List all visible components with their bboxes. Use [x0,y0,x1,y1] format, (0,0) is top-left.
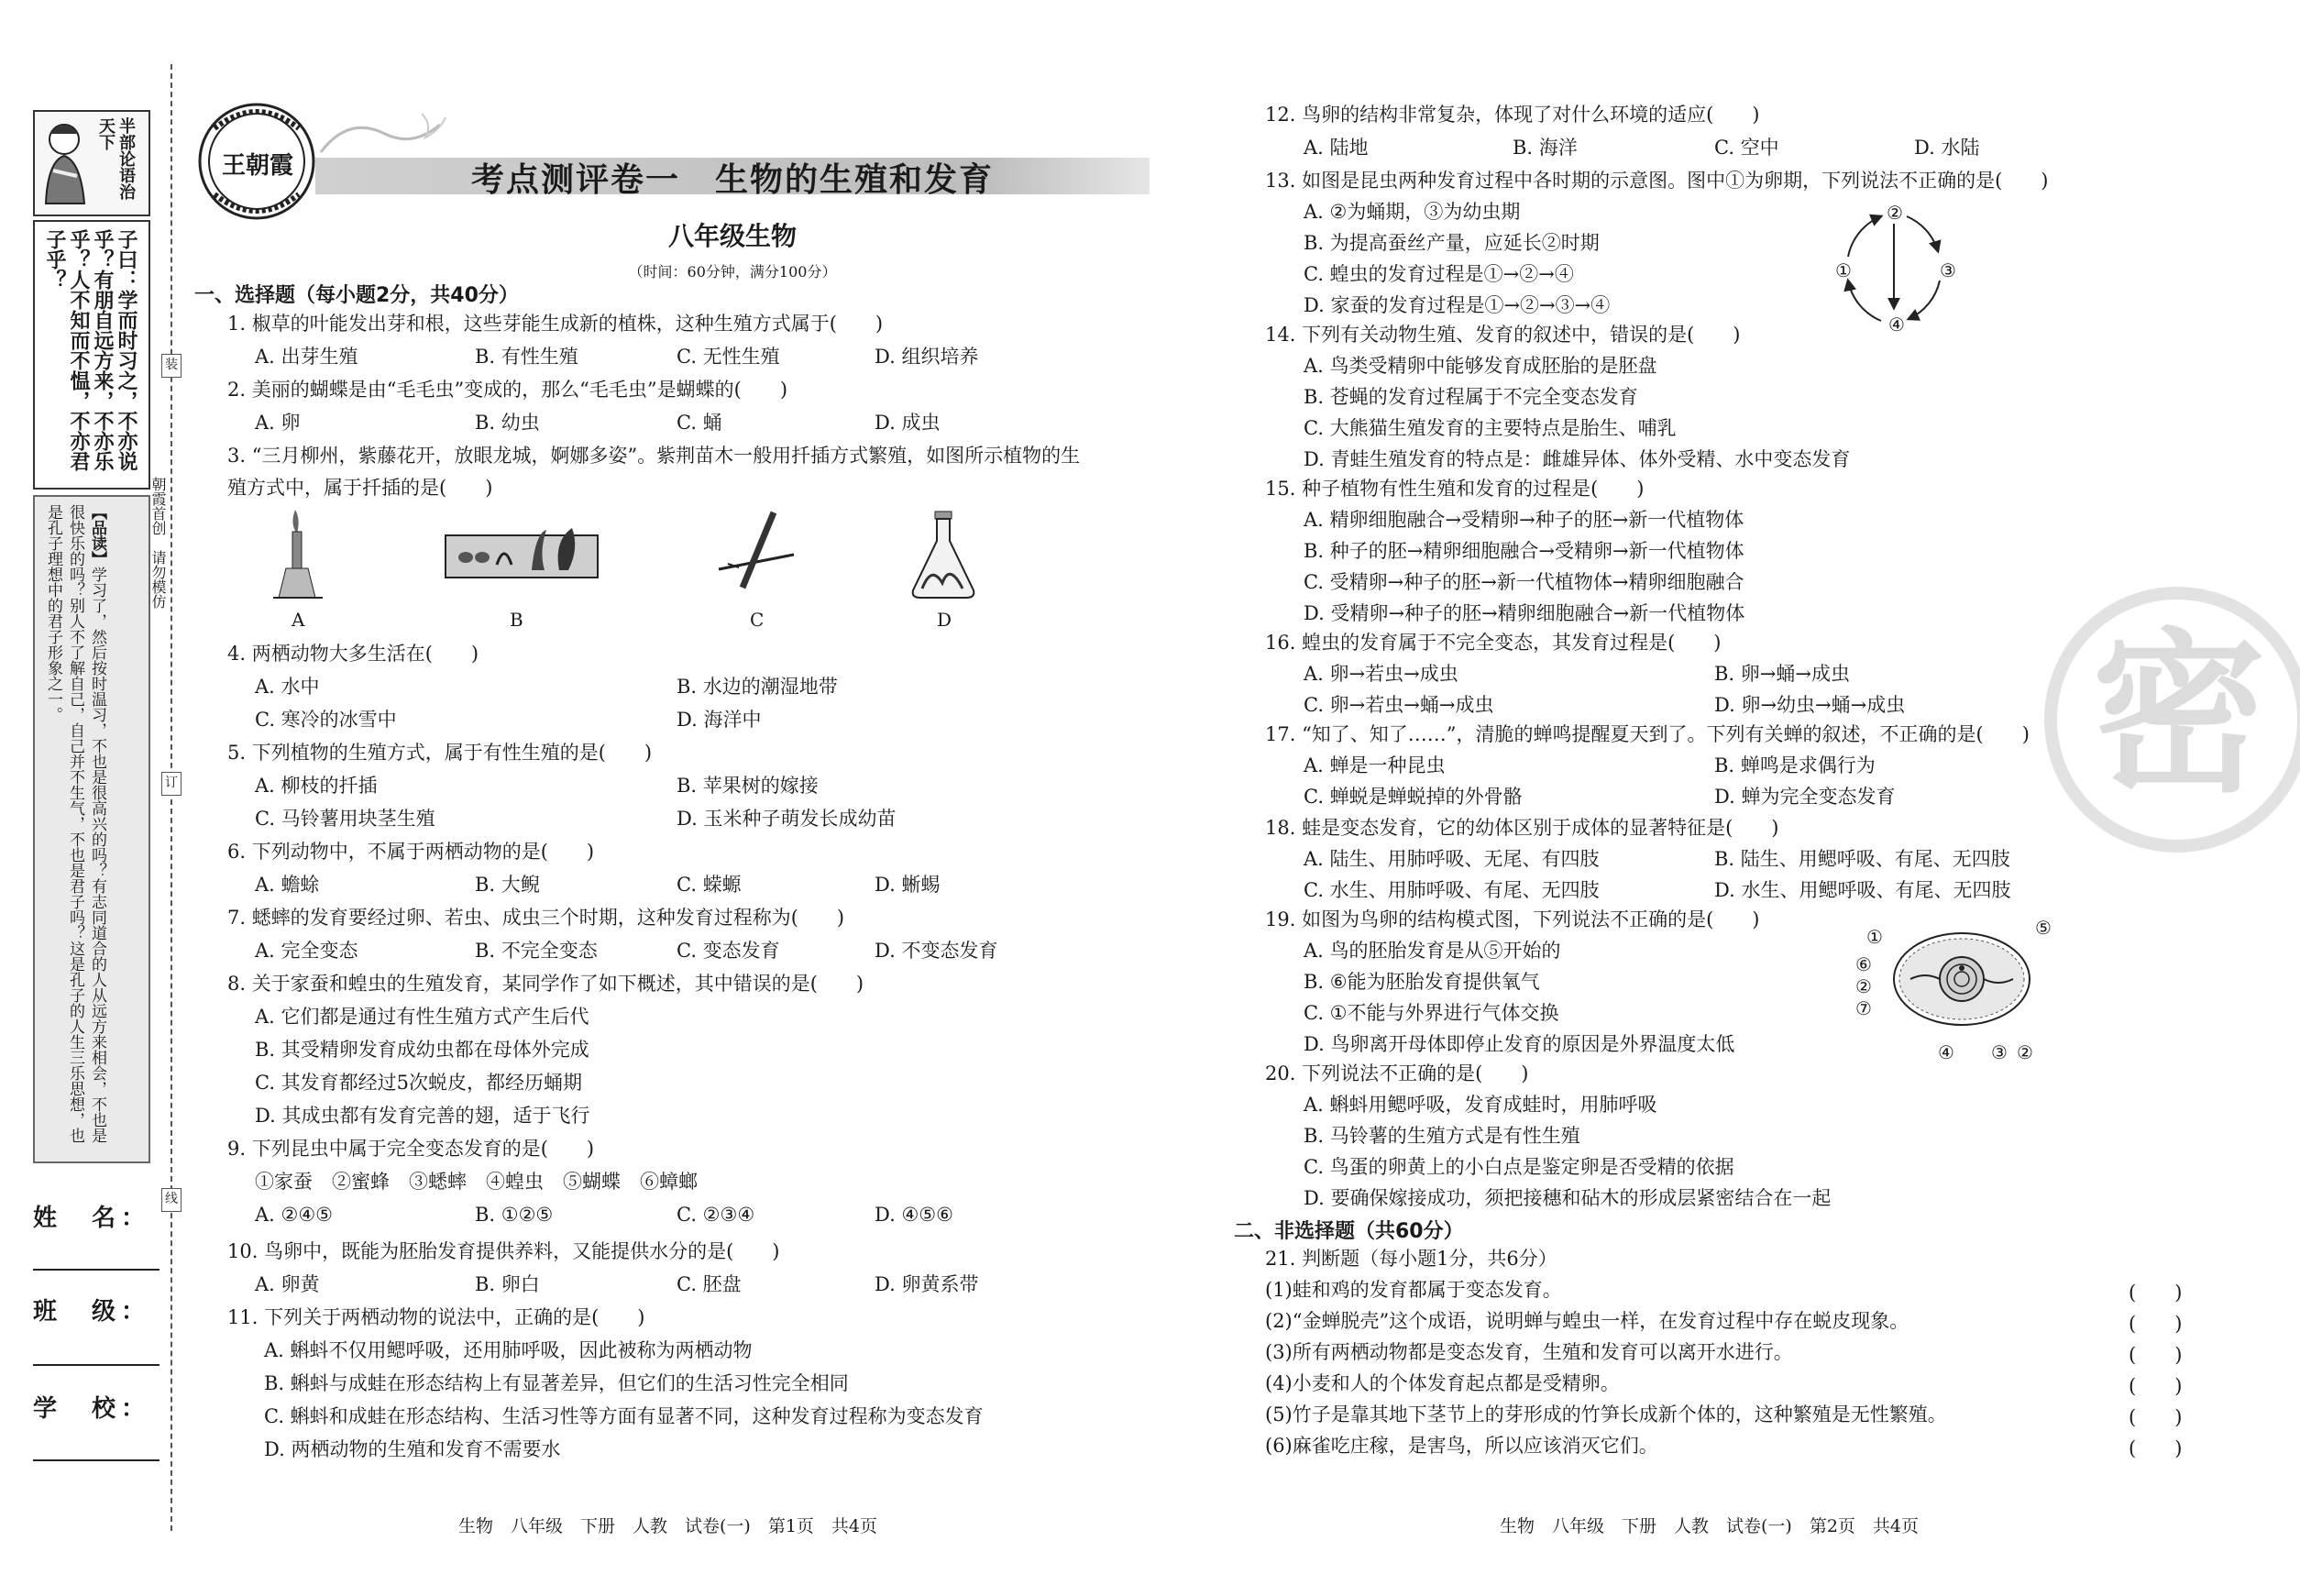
q9-option-a[interactable]: A. ②④⑤ [255,1204,333,1226]
q21-item-5: (5)竹子是靠其地下茎节上的芽形成的竹笋长成新个体的，这种繁殖是无性繁殖。 [1265,1403,1947,1425]
q13-option-b[interactable]: B. 为提高蚕丝产量，应延长②时期 [1304,232,1600,254]
q17-option-c[interactable]: C. 蝉蜕是蝉蜕掉的外骨骼 [1304,786,1523,808]
reading-body: 学习了，然后按时温习，不也是很高兴的吗？有志同道合的人从远方来相会，不也是很快乐的吗？别人不了解自己，自己并不生气，不也是君子吗？这是孔子的人生三乐思想，也是孔子理想中的君子形象之一。 [44,504,106,1143]
q15-stem: 15. 种子植物有性生殖和发育的过程是( ) [1265,478,1645,500]
q16-option-d[interactable]: D. 卵→幼虫→蛹→成虫 [1714,694,1906,716]
q10-option-d[interactable]: D. 卵黄系带 [875,1273,979,1295]
class-field[interactable] [33,1364,160,1366]
q8-option-d[interactable]: D. 其成虫都有发育完善的翅，适于飞行 [255,1105,590,1127]
seal-ding: 订 [161,772,182,796]
q21-answer-2[interactable]: ( ) [2129,1313,2183,1335]
q17-option-b[interactable]: B. 蝉鸣是求偶行为 [1714,754,1876,776]
q12-option-a[interactable]: A. 陆地 [1304,137,1369,159]
q16-option-c[interactable]: C. 卵→若虫→蛹→成虫 [1304,694,1494,716]
q21-item-6: (6)麻雀吃庄稼，是害鸟，所以应该消灭它们。 [1265,1435,1658,1457]
q21-item-1: (1)蛙和鸡的发育都属于变态发育。 [1265,1279,1562,1301]
q1-option-c[interactable]: C. 无性生殖 [677,346,780,368]
q7-stem: 7. 蟋蟀的发育要经过卵、若虫、成虫三个时期，这种发育过程称为( ) [227,907,845,929]
q17-option-d[interactable]: D. 蝉为完全变态发育 [1714,786,1896,808]
q19-label-3: ③ [1991,1041,2008,1063]
q15-option-d[interactable]: D. 受精卵→种子的胚→精卵细胞融合→新一代植物体 [1304,602,1745,624]
q13-option-c[interactable]: C. 蝗虫的发育过程是①→②→④ [1304,263,1574,285]
q11-option-a[interactable]: A. 蝌蚪不仅用鳃呼吸，还用肺呼吸，因此被称为两栖动物 [264,1339,753,1361]
q13-label-1: ① [1835,259,1852,281]
q4-option-b[interactable]: B. 水边的潮湿地带 [677,676,838,698]
q17-option-a[interactable]: A. 蝉是一种昆虫 [1304,754,1446,776]
q19-option-b[interactable]: B. ⑥能为胚胎发育提供氧气 [1304,971,1540,993]
q14-stem: 14. 下列有关动物生殖、发育的叙述中，错误的是( ) [1265,324,1741,346]
name-label: 姓 名： [33,1205,151,1232]
q1-option-a[interactable]: A. 出芽生殖 [255,346,358,368]
q11-option-b[interactable]: B. 蝌蚪与成蛙在形态结构上有显著差异，但它们的生活习性完全相同 [264,1372,849,1394]
q16-option-b[interactable]: B. 卵→蛹→成虫 [1714,663,1850,685]
q21-answer-6[interactable]: ( ) [2129,1437,2183,1459]
q8-option-a[interactable]: A. 它们都是通过有性生殖方式产生后代 [255,1006,589,1028]
q1-stem: 1. 椒草的叶能发出芽和根，这些芽能生成新的植株，这种生殖方式属于( ) [227,313,884,335]
q20-option-c[interactable]: C. 鸟蛋的卵黄上的小白点是鉴定卵是否受精的依据 [1304,1156,1734,1178]
class-label: 班 级： [33,1298,151,1326]
q19-egg-diagram [1888,926,2035,1036]
q15-option-b[interactable]: B. 种子的胚→精卵细胞融合→受精卵→新一代植物体 [1304,540,1744,562]
q7-option-a[interactable]: A. 完全变态 [255,940,358,962]
q8-option-b[interactable]: B. 其受精卵发育成幼虫都在母体外完成 [255,1039,589,1061]
q21-answer-1[interactable]: ( ) [2129,1282,2183,1304]
q7-option-d[interactable]: D. 不变态发育 [875,940,998,962]
q19-option-c[interactable]: C. ①不能与外界进行气体交换 [1304,1002,1559,1024]
q8-stem: 8. 关于家蚕和蝗虫的生殖发育，某同学作了如下概述，其中错误的是( ) [227,973,864,995]
q8-option-c[interactable]: C. 其发育都经过5次蜕皮，都经历蛹期 [255,1072,583,1094]
q19-label-2-left: ② [1855,975,1872,997]
q18-option-a[interactable]: A. 陆生、用肺呼吸、无尾、有四肢 [1304,848,1600,870]
q3-stem-cont: 殖方式中，属于扦插的是( ) [227,477,493,499]
reading-text [42,504,108,1150]
q10-option-c[interactable]: C. 胚盘 [677,1273,742,1295]
q3-label-a[interactable]: A [292,609,305,631]
q3-figure-d [909,510,977,601]
page-title: 考点测评卷一 生物的生殖和发育 [470,161,994,199]
footer-right: 生物 八年级 下册 人教 试卷(一) 第2页 共4页 [1500,1516,1920,1536]
q9-option-d[interactable]: D. ④⑤⑥ [875,1204,953,1226]
q10-option-a[interactable]: A. 卵黄 [255,1273,320,1295]
q13-option-d[interactable]: D. 家蚕的发育过程是①→②→③→④ [1304,294,1611,316]
q11-stem: 11. 下列关于两栖动物的说法中，正确的是( ) [227,1306,645,1328]
q12-stem: 12. 鸟卵的结构非常复杂，体现了对什么环境的适应( ) [1265,104,1760,126]
q21-stem: 21. 判断题（每小题1分，共6分） [1265,1248,1557,1270]
school-label: 学 校： [33,1395,151,1423]
q11-option-c[interactable]: C. 蝌蚪和成蛙在形态结构、生活习性等方面有显著不同，这种发育过程称为变态发育 [264,1405,984,1427]
q7-option-c[interactable]: C. 变态发育 [677,940,780,962]
q6-option-c[interactable]: C. 蝾螈 [677,874,742,896]
q20-option-b[interactable]: B. 马铃薯的生殖方式是有性生殖 [1304,1125,1580,1147]
q14-option-c[interactable]: C. 大熊猫生殖发育的主要特点是胎生、哺乳 [1304,417,1677,439]
confucius-quote: 子曰：学而时习之，不亦说乎？有朋自远方来，不亦乐乎？人不知而不愠，不亦君子乎？ [43,229,138,471]
seal-xian: 线 [161,1188,182,1212]
q2-option-a[interactable]: A. 卵 [255,412,301,434]
q10-option-b[interactable]: B. 卵白 [475,1273,540,1295]
q20-stem: 20. 下列说法不正确的是( ) [1265,1062,1529,1084]
q13-stem: 13. 如图是昆虫两种发育过程中各时期的示意图。图中①为卵期，下列说法不正确的是( ) [1265,170,2049,192]
q3-label-d[interactable]: D [937,609,952,631]
binding-line [171,64,172,1531]
footer-left: 生物 八年级 下册 人教 试卷(一) 第1页 共4页 [458,1516,878,1536]
q19-label-6: ⑥ [1855,953,1872,975]
q2-option-c[interactable]: C. 蛹 [677,412,722,434]
q5-option-d[interactable]: D. 玉米种子萌发长成幼苗 [677,808,897,830]
subtitle: 八年级生物 [667,221,797,251]
q4-option-d[interactable]: D. 海洋中 [677,709,762,731]
q14-option-a[interactable]: A. 鸟类受精卵中能够发育成胚胎的是胚盘 [1304,355,1657,377]
q7-option-b[interactable]: B. 不完全变态 [475,940,598,962]
q16-stem: 16. 蝗虫的发育属于不完全变态，其发育过程是( ) [1265,632,1722,654]
watermark-glyph: 密 [2091,613,2266,816]
q17-stem: 17. “知了、知了……”，清脆的蝉鸣提醒夏天到了。下列有关蝉的叙述，不正确的是( ) [1265,723,2030,745]
section-1-heading: 一、选择题（每小题2分，共40分） [194,284,519,307]
seal-zhuang: 装 [161,354,182,378]
q19-stem: 19. 如图为鸟卵的结构模式图，下列说法不正确的是( ) [1265,908,1760,930]
q19-label-5: ⑤ [2035,917,2052,939]
school-field[interactable] [33,1459,160,1461]
q18-stem: 18. 蛙是变态发育，它的幼体区别于成体的显著特征是( ) [1265,817,1779,839]
book-title: 半部论语治天下 [96,117,136,200]
q9-option-c[interactable]: C. ②③④ [677,1204,755,1226]
q2-option-b[interactable]: B. 幼虫 [475,412,540,434]
q18-option-c[interactable]: C. 水生、用肺呼吸、有尾、无四肢 [1304,879,1600,901]
q21-answer-5[interactable]: ( ) [2129,1406,2183,1428]
name-field[interactable] [33,1269,160,1271]
scholar-illustration [37,116,94,207]
q21-item-4: (4)小麦和人的个体发育起点都是受精卵。 [1265,1372,1620,1394]
q4-stem: 4. 两栖动物大多生活在( ) [227,643,479,665]
q21-item-3: (3)所有两栖动物都是变态发育，生殖和发育可以离开水进行。 [1265,1341,1793,1363]
q11-option-d[interactable]: D. 两栖动物的生殖和发育不需要水 [264,1438,561,1460]
q4-option-a[interactable]: A. 水中 [255,676,320,698]
q12-option-d[interactable]: D. 水陆 [1914,137,1980,159]
q4-option-c[interactable]: C. 寒冷的冰雪中 [255,709,397,731]
q6-option-d[interactable]: D. 蜥蜴 [875,874,941,896]
q21-answer-3[interactable]: ( ) [2129,1344,2183,1366]
q2-stem: 2. 美丽的蝴蝶是由“毛毛虫”变成的，那么“毛毛虫”是蝴蝶的( ) [227,379,788,401]
q13-label-4: ④ [1888,314,1905,336]
q12-option-c[interactable]: C. 空中 [1714,137,1779,159]
q5-stem: 5. 下列植物的生殖方式，属于有性生殖的是( ) [227,742,653,764]
q19-label-4: ④ [1938,1041,1954,1063]
copyright-note: 朝霞首创 请勿模仿 [149,477,167,609]
q5-option-b[interactable]: B. 苹果树的嫁接 [677,775,819,797]
q3-figure-a [266,506,330,602]
q9-option-b[interactable]: B. ①②⑤ [475,1204,554,1226]
q15-option-c[interactable]: C. 受精卵→种子的胚→新一代植物体→精卵细胞融合 [1304,571,1744,593]
q13-option-a[interactable]: A. ②为蛹期，③为幼虫期 [1304,201,1521,223]
logo-text: 王朝霞 [221,152,293,180]
q9-insect-list: ①家蚕 ②蜜蜂 ③蟋蟀 ④蝗虫 ⑤蝴蝶 ⑥蟑螂 [255,1171,698,1193]
reading-tag: 【品读】 [88,504,106,567]
q12-option-b[interactable]: B. 海洋 [1513,137,1578,159]
q21-answer-4[interactable]: ( ) [2129,1375,2183,1397]
q16-option-a[interactable]: A. 卵→若虫→成虫 [1304,663,1458,685]
q9-stem: 9. 下列昆虫中属于完全变态发育的是( ) [227,1138,595,1160]
q20-option-a[interactable]: A. 蝌蚪用鳃呼吸，发育成蛙时，用肺呼吸 [1304,1094,1657,1116]
q18-option-b[interactable]: B. 陆生、用鳃呼吸、有尾、无四肢 [1714,848,2010,870]
q6-option-b[interactable]: B. 大鲵 [475,874,540,896]
q19-label-1: ① [1866,926,1883,948]
q3-figure-c [715,509,798,591]
q10-stem: 10. 鸟卵中，既能为胚胎发育提供养料，又能提供水分的是( ) [227,1240,780,1262]
q13-label-2: ② [1887,202,1903,224]
q1-option-b[interactable]: B. 有性生殖 [475,346,578,368]
q5-option-a[interactable]: A. 柳枝的扦插 [255,775,378,797]
q21-item-2: (2)“金蝉脱壳”这个成语，说明蝉与蝗虫一样，在发育过程中存在蜕皮现象。 [1265,1310,1909,1332]
q14-option-b[interactable]: B. 苍蝇的发育过程属于不完全变态发育 [1304,386,1638,408]
q15-option-a[interactable]: A. 精卵细胞融合→受精卵→种子的胚→新一代植物体 [1304,509,1744,531]
q3-figure-b [444,524,600,589]
q6-option-a[interactable]: A. 蟾蜍 [255,874,320,896]
q13-label-3: ③ [1940,259,1956,281]
q3-label-c[interactable]: C [750,609,765,631]
q19-option-d[interactable]: D. 鸟卵离开母体即停止发育的原因是外界温度太低 [1304,1033,1735,1055]
q19-label-2: ② [2017,1041,2033,1063]
q19-label-7: ⑦ [1855,997,1872,1019]
q2-option-d[interactable]: D. 成虫 [875,412,941,434]
ribbon-decoration [312,106,449,161]
q19-option-a[interactable]: A. 鸟的胚胎发育是从⑤开始的 [1304,940,1561,962]
q18-option-d[interactable]: D. 水生、用鳃呼吸、有尾、无四肢 [1714,879,2011,901]
time-note: （时间：60分钟，满分100分） [628,263,837,281]
q3-label-b[interactable]: B [510,609,523,631]
q6-stem: 6. 下列动物中，不属于两栖动物的是( ) [227,841,595,863]
q14-option-d[interactable]: D. 青蛙生殖发育的特点是：雌雄异体、体外受精、水中变态发育 [1304,448,1851,470]
q3-stem: 3. “三月柳州，紫藤花开，放眼龙城，婀娜多姿”。紫荆苗木一般用扦插方式繁殖，如图所示植物的生 [227,445,1081,467]
q1-option-d[interactable]: D. 组织培养 [875,346,979,368]
section-2-heading: 二、非选择题（共60分） [1234,1220,1464,1243]
q20-option-d[interactable]: D. 要确保嫁接成功，须把接穗和砧木的形成层紧密结合在一起 [1304,1187,1832,1209]
q5-option-c[interactable]: C. 马铃薯用块茎生殖 [255,808,435,830]
